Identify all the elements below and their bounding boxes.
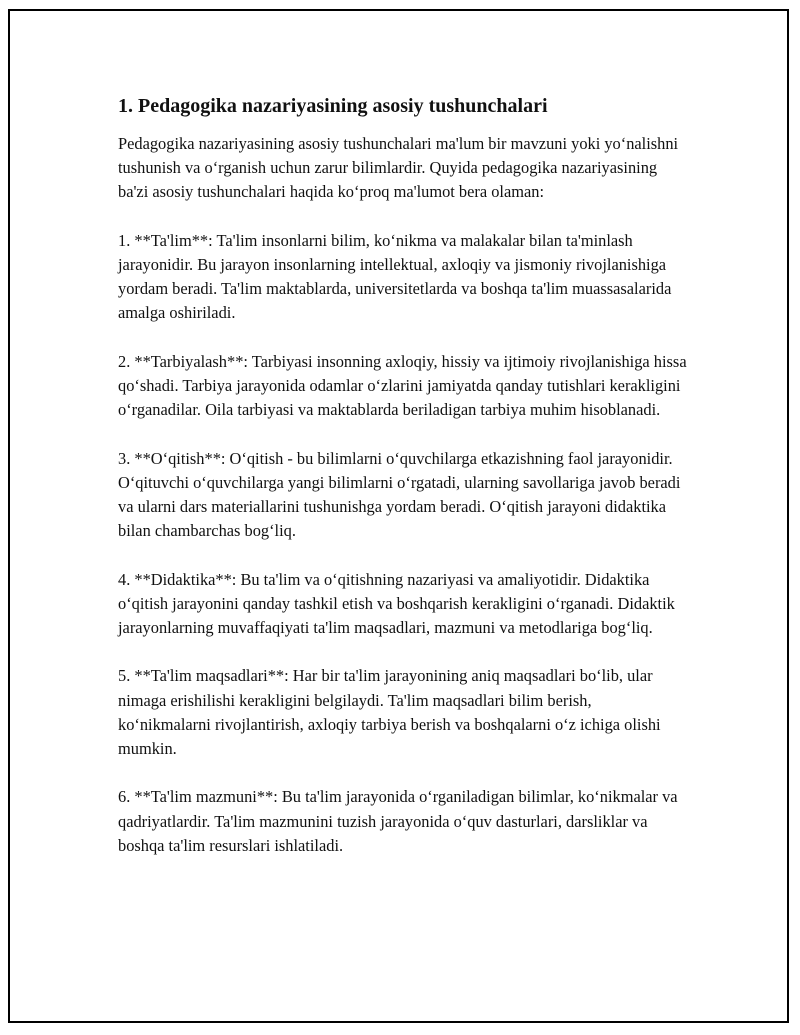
paragraph-didaktika: 4. **Didaktika**: Bu ta'lim va o‘qitishning nazariyasi va amaliyotidir. Didaktika o‘qitish jarayonini qanday tashkil etish va boshqarish kerakligini o‘rganadi. Didaktik jarayonlarning muvaffaqiyati ta'lim maqsadlari, mazmuni va metodlariga bog‘liq. bbox=[118, 569, 675, 637]
paragraph-talim-mazmuni: 6. **Ta'lim mazmuni**: Bu ta'lim jarayonida o‘rganiladigan bilimlar, ko‘nikmalar va qadriyatlardir. Ta'lim mazmunini tuzish jarayonida o‘quv dasturlari, darsliklar va boshqa ta'lim resurslari ishlatiladi. bbox=[118, 787, 678, 855]
document-body bbox=[118, 92, 688, 882]
paragraph-talim: 1. **Ta'lim**: Ta'lim insonlarni bilim, ko‘nikma va malakalar bilan ta'minlash jarayonidir. Bu jarayon insonlarning intellektual, axloqiy va jismoniy rivojlanishiga yordam beradi. Ta'lim maktablarda, universitetlarda va boshqa ta'lim muassasalarida amalga oshiriladi. bbox=[118, 230, 672, 323]
paragraph-tarbiyalash: 2. **Tarbiyalash**: Tarbiyasi insonning axloqiy, hissiy va ijtimoiy rivojlanishiga hissa qo‘shadi. Tarbiya jarayonida odamlar o‘zlarini jamiyatda qanday tutishlari kerakligini o‘rganadilar. Oila tarbiyasi va maktablarda beriladigan tarbiya muhim hisoblanadi. bbox=[118, 351, 687, 420]
paragraph-talim-maqsadlari: 5. **Ta'lim maqsadlari**: Har bir ta'lim jarayonining aniq maqsadlari bo‘lib, ular nimaga erishilishi kerakligini belgilaydi. Ta'lim maqsadlari bilim berish, ko‘nikmalarni rivojlantirish, axloqiy tarbiya berish va boshqalarni o‘z ichiga olishi mumkin. bbox=[118, 666, 661, 758]
paragraph-oqitish: 3. **O‘qitish**: O‘qitish - bu bilimlarni o‘quvchilarga etkazishning faol jarayonidir. O‘qituvchi o‘quvchilarga yangi bilimlarni o‘rgatadi, ularning savollariga javob beradi va ularni dars materiallarini tushunishga yordam beradi. O‘qitish jarayoni didaktika bilan chambarchas bog‘liq. bbox=[118, 448, 681, 541]
intro-paragraph: Pedagogika nazariyasining asosiy tushunchalari ma'lum bir mavzuni yoki yo‘nalishni tushunish va o‘rganish uchun zarur bilimlardir. Quyida pedagogika nazariyasining ba'zi asosiy tushunchalari haqida ko‘proq ma'lumot bera olaman: bbox=[118, 134, 679, 202]
section-heading: 1. Pedagogika nazariyasining asosiy tushunchalari bbox=[118, 95, 548, 117]
